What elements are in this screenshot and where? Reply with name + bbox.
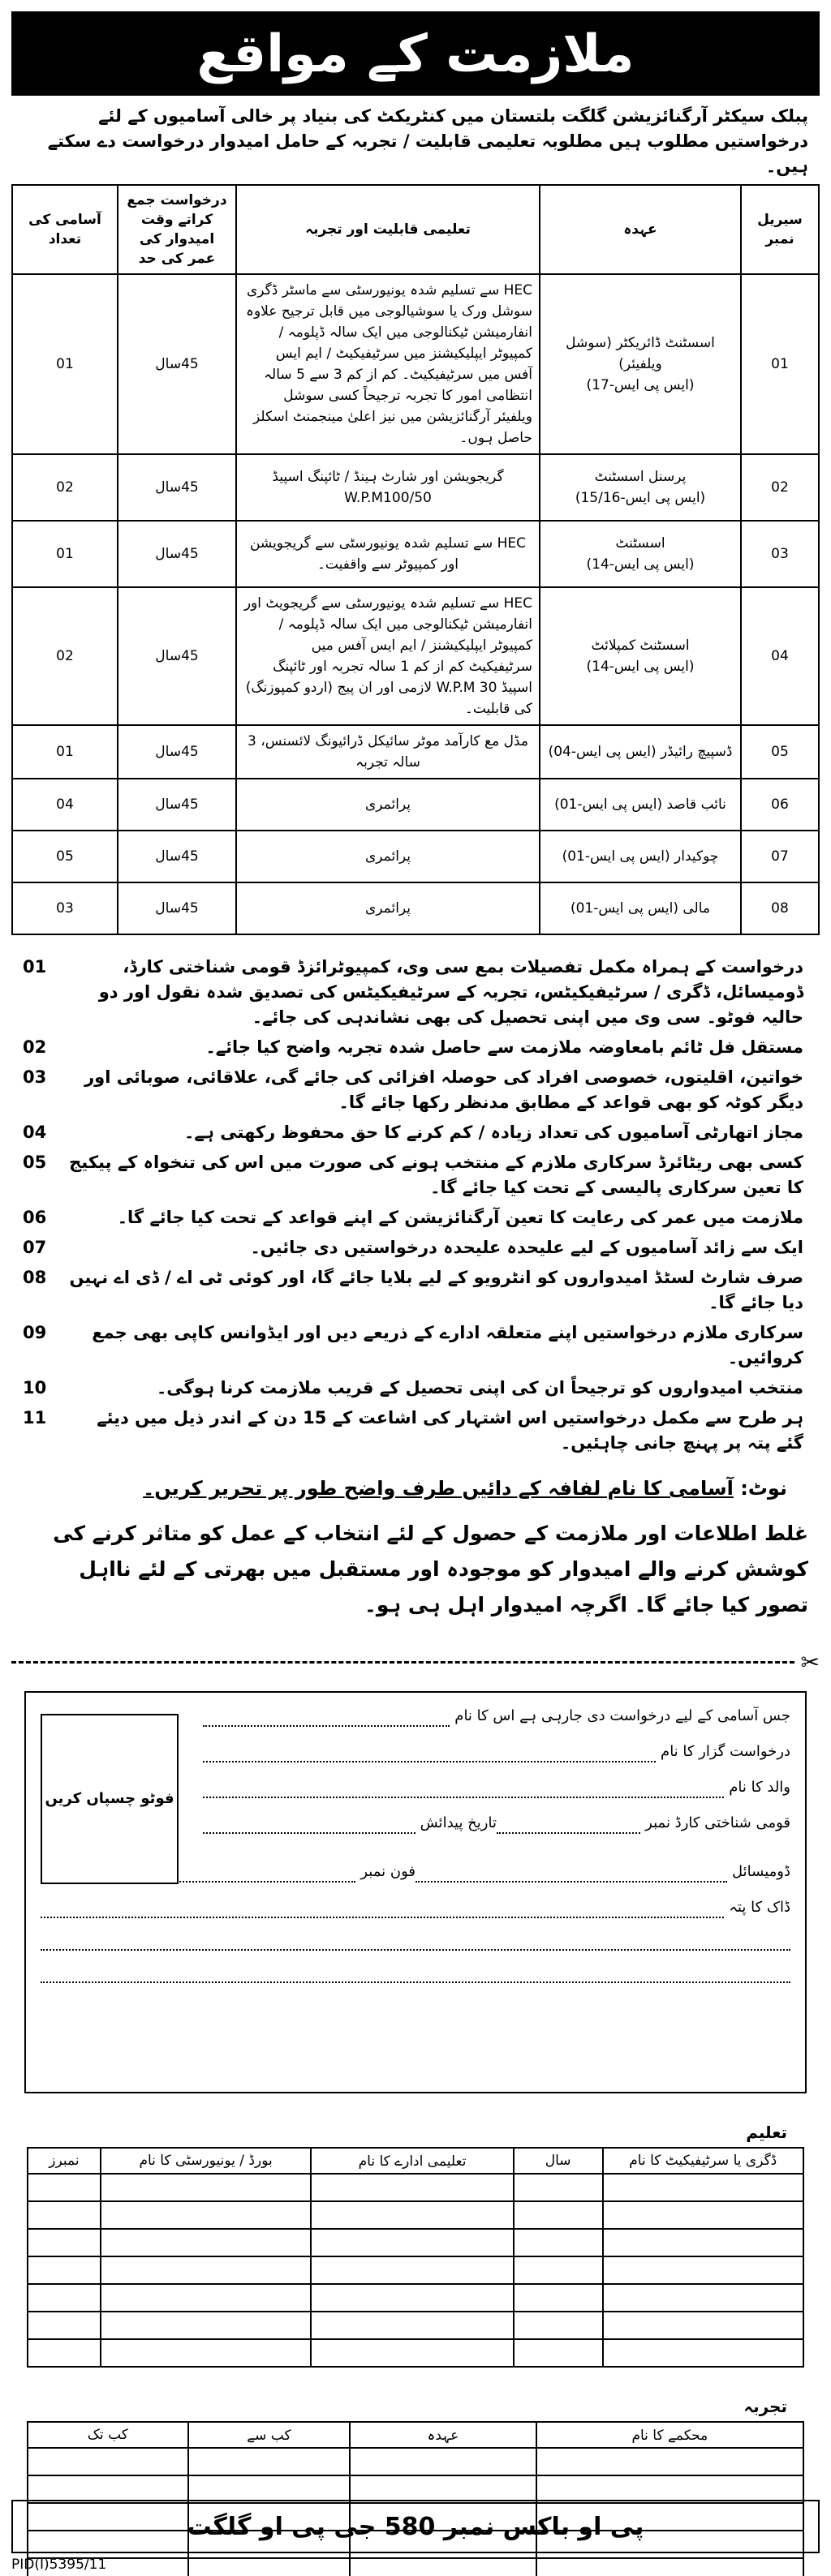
post-row (12, 587, 819, 725)
post-title: پرسنل اسسٹنٹ (594, 469, 687, 485)
note-item (23, 1235, 808, 1260)
note-item (23, 1376, 808, 1401)
field-domicile[interactable] (416, 1865, 727, 1883)
experience-cell[interactable] (188, 2558, 351, 2576)
education-cell[interactable] (514, 2201, 603, 2229)
post-cell (540, 831, 741, 882)
post-scale: (ایس پی ایس-17) (586, 377, 695, 393)
note-item (23, 955, 808, 1030)
post-row (12, 274, 819, 454)
post-cell (540, 454, 741, 521)
header-post: عہدہ (540, 185, 741, 274)
note-item (23, 1150, 808, 1200)
field-dob[interactable] (203, 1816, 416, 1834)
post-serial: 02 (741, 454, 819, 521)
post-age-limit: 45سال (118, 779, 236, 831)
post-serial: 08 (741, 882, 819, 934)
education-title: تعلیم (746, 2123, 787, 2142)
experience-cell[interactable] (188, 2448, 351, 2475)
experience-title: تجربہ (743, 2397, 787, 2416)
education-cell[interactable] (28, 2312, 101, 2339)
post-qualification: پرائمری (236, 882, 540, 934)
education-cell[interactable] (101, 2284, 311, 2312)
post-cell (540, 725, 741, 779)
note-text: درخواست کے ہمراہ مکمل تفصیلات بمع سی وی، کمپیوٹرائزڈ قومی شناختی کارڈ، ڈومیسائل، ڈگری / سرٹیفیکیٹس، تجربہ کے سرٹیفیکیٹس کی تصدیق شدہ نقول اور دو حالیہ فوٹو۔ سی وی میں اپنی تحصیل کی بھی نشاندہی کی جائے۔ (98, 957, 803, 1027)
table-row (28, 2339, 803, 2367)
note-number: 02 (23, 1037, 47, 1057)
posts-table-body (12, 274, 819, 934)
experience-cell[interactable] (350, 2558, 536, 2576)
experience-cell[interactable] (28, 2448, 188, 2475)
post-qualification: HEC سے تسلیم شدہ یونیورسٹی سے گریجویشن اور کمپیوٹر سے واقفیت۔ (236, 521, 540, 587)
note-number: 05 (23, 1153, 47, 1172)
note-text: ہر طرح سے مکمل درخواستیں اس اشتہار کی اشاعت کے 15 دن کے اندر ذیل میں دیئے گئے پتہ پر پہنچ جانی چاہئیں۔ (97, 1408, 803, 1453)
post-cell (540, 779, 741, 831)
table-row (28, 2475, 803, 2503)
notice-prefix: نوٹ: (733, 1477, 787, 1500)
experience-cell[interactable] (536, 2475, 803, 2503)
label-dob: تاریخ پیدائش (420, 1814, 497, 1831)
intro-text: پبلک سیکٹر آرگنائزیشن گلگت بلتستان میں کنٹریکٹ کی بنیاد پر خالی آسامیوں کے لئے درخواستیں مطلوب ہیں مطلوبہ تعلیمی قابلیت / تجربہ کے حامل امیدوار درخواست دے سکتے ہیں۔ (47, 106, 808, 176)
education-cell[interactable] (101, 2256, 311, 2284)
footer-address-text: پی او باکس نمبر 580 جی پی او گلگت (187, 2512, 644, 2541)
education-cell[interactable] (311, 2201, 513, 2229)
post-qualification: گریجویشن اور شارٹ ہینڈ / ٹائپنگ اسپیڈ W.P.M100/50 (236, 454, 540, 521)
note-text: مستقل فل ٹائم بامعاوضہ ملازمت سے حاصل شدہ تجربہ واضح کیا جائے۔ (205, 1037, 803, 1057)
education-cell[interactable] (28, 2339, 101, 2367)
note-text: سرکاری ملازم درخواستیں اپنے متعلقہ ادارے کے ذریعے دیں اور ایڈوانس کاپی بھی جمع کروائیں۔ (92, 1323, 803, 1367)
note-number: 06 (23, 1208, 47, 1227)
photo-box (41, 1714, 179, 1884)
application-form (24, 1691, 807, 2093)
label-father-name: والد کا نام (729, 1779, 790, 1796)
post-age-limit: 45سال (118, 521, 236, 587)
note-item (23, 1035, 808, 1060)
post-serial: 06 (741, 779, 819, 831)
education-cell[interactable] (603, 2312, 804, 2339)
warning-text: غلط اطلاعات اور ملازمت کے حصول کے لئے انتخاب کے عمل کو متاثر کرنے کی کوشش کرنے والے امیدوار کو موجودہ اور مستقبل میں بھرتی کے لئے نااہل تصور کیا جائے گا۔ اگرچہ امیدوار اہل ہی ہو۔ (53, 1522, 808, 1616)
education-cell[interactable] (28, 2201, 101, 2229)
post-vacancy-count: 01 (12, 725, 118, 779)
experience-cell[interactable] (350, 2448, 536, 2475)
education-cell[interactable] (514, 2229, 603, 2256)
education-cell[interactable] (101, 2312, 311, 2339)
table-row (28, 2558, 803, 2576)
post-title: اسسٹنٹ کمپلائٹ (591, 638, 690, 654)
label-phone: فون نمبر (360, 1863, 416, 1880)
education-column-header: بورڈ / یونیورسٹی کا نام (101, 2148, 311, 2174)
post-row (12, 521, 819, 587)
post-age-limit: 45سال (118, 274, 236, 454)
note-text: ایک سے زائد آسامیوں کے لیے علیحدہ علیحدہ درخواستیں دی جائیں۔ (250, 1238, 803, 1257)
post-vacancy-count: 01 (12, 274, 118, 454)
header-qualification: تعلیمی قابلیت اور تجربہ (236, 185, 540, 274)
post-age-limit: 45سال (118, 831, 236, 882)
form-row-cnic (203, 1813, 790, 1834)
experience-cell[interactable] (536, 2448, 803, 2475)
posts-table-header (12, 185, 819, 274)
envelope-notice (11, 1461, 820, 1509)
scissors-icon: ✂ (800, 1648, 820, 1676)
post-title: اسسٹنٹ ڈائریکٹر (سوشل ویلفیئر) (566, 335, 715, 372)
post-row (12, 454, 819, 521)
education-column-header: نمبرز (28, 2148, 101, 2174)
post-serial: 03 (741, 521, 819, 587)
experience-column-header: عہدہ (350, 2422, 536, 2448)
note-item (23, 1406, 808, 1456)
post-vacancy-count: 01 (12, 521, 118, 587)
education-header (28, 2148, 803, 2174)
education-cell[interactable] (101, 2339, 311, 2367)
education-cell[interactable] (311, 2284, 513, 2312)
note-number: 01 (23, 957, 47, 977)
education-cell[interactable] (603, 2201, 804, 2229)
experience-column-header: کب تک (28, 2422, 188, 2448)
form-row-address-2 (41, 1933, 790, 1951)
education-table (27, 2147, 804, 2368)
education-cell[interactable] (311, 2339, 513, 2367)
experience-column-header: محکمے کا نام (536, 2422, 803, 2448)
post-serial: 04 (741, 587, 819, 725)
education-cell[interactable] (514, 2256, 603, 2284)
education-cell[interactable] (514, 2284, 603, 2312)
post-age-limit: 45سال (118, 882, 236, 934)
table-row (28, 2174, 803, 2201)
post-title: اسسٹنٹ (615, 535, 665, 552)
note-number: 03 (23, 1067, 47, 1087)
post-cell (540, 521, 741, 587)
education-column-header: تعلیمی ادارے کا نام (311, 2148, 513, 2174)
post-vacancy-count: 02 (12, 587, 118, 725)
header-age: درخواست جمع کراتے وقت امیدوار کی عمر کی حد (118, 185, 236, 274)
post-row (12, 779, 819, 831)
post-title: چوکیدار (ایس پی ایس-01) (562, 848, 719, 865)
label-cnic: قومی شناختی کارڈ نمبر (645, 1814, 790, 1831)
post-vacancy-count: 05 (12, 831, 118, 882)
note-text: خواتین، اقلیتوں، خصوصی افراد کی حوصلہ افزائی کی جائے گی، علاقائی، صوبائی اور دیگر کوٹہ کو بھی قواعد کے مطابق مدنظر رکھا جائے گا۔ (84, 1067, 803, 1112)
field-cnic[interactable] (497, 1816, 640, 1834)
table-row (28, 2201, 803, 2229)
education-cell[interactable] (603, 2256, 804, 2284)
field-applicant-name[interactable] (203, 1745, 656, 1762)
note-number: 10 (23, 1378, 47, 1397)
cut-line (11, 1647, 820, 1677)
form-row-address-3 (41, 1965, 790, 1983)
note-text: ملازمت میں عمر کی رعایت کا تعین آرگنائزیشن کے اپنے قواعد کے تحت کیا جائے گا۔ (117, 1208, 803, 1227)
field-address[interactable] (41, 1900, 724, 1918)
experience-cell[interactable] (536, 2558, 803, 2576)
post-scale: (ایس پی ایس-14) (586, 659, 695, 675)
note-text: مجاز اتھارٹی آسامیوں کی تعداد زیادہ / کم کرنے کا حق محفوظ رکھتی ہے۔ (184, 1123, 803, 1142)
experience-header (28, 2422, 803, 2448)
note-number: 11 (23, 1408, 47, 1428)
experience-cell[interactable] (188, 2475, 351, 2503)
post-age-limit: 45سال (118, 587, 236, 725)
post-qualification: HEC سے تسلیم شدہ یونیورسٹی سے ماسٹر ڈگری سوشل ورک یا سوشیالوجی میں قابل ترجیح علاوہ انفارمیشن ٹیکنالوجی میں ایک سالہ ڈپلومہ / کمپیوٹر ایپلیکیشنز میں سرٹیفیکیٹ / ایم ایس آفس میں سرٹیفیکیٹ۔ کم از کم 3 سے 5 سالہ انتظامی امور کا تجربہ ترجیحاً کسی سوشل ویلفیئر آرگنائزیشن میں نیز اعلیٰ مینجمنٹ اسکلز حاصل ہوں۔ (236, 274, 540, 454)
note-number: 07 (23, 1238, 47, 1257)
education-cell[interactable] (101, 2174, 311, 2201)
note-number: 09 (23, 1323, 47, 1342)
post-vacancy-count: 03 (12, 882, 118, 934)
header-count: آسامی کی تعداد (12, 185, 118, 274)
education-cell[interactable] (311, 2229, 513, 2256)
post-vacancy-count: 02 (12, 454, 118, 521)
post-serial: 05 (741, 725, 819, 779)
field-address-line-3[interactable] (41, 1965, 790, 1983)
education-body (28, 2174, 803, 2367)
education-cell[interactable] (603, 2229, 804, 2256)
experience-cell[interactable] (350, 2475, 536, 2503)
education-cell[interactable] (28, 2284, 101, 2312)
post-qualification: مڈل مع کارآمد موٹر سائیکل ڈرائیونگ لائسنس، 3 سالہ تجربہ (236, 725, 540, 779)
form-row-post (203, 1706, 790, 1727)
post-vacancy-count: 04 (12, 779, 118, 831)
label-address: ڈاک کا پتہ (729, 1899, 790, 1916)
field-post-applied[interactable] (203, 1709, 450, 1727)
note-text: صرف شارٹ لسٹڈ امیدواروں کو انٹرویو کے لیے بلایا جائے گا، اور کوئی ٹی اے / ڈی اے نہیں دیا جائے گا۔ (69, 1268, 803, 1312)
field-address-line-2[interactable] (41, 1933, 790, 1951)
notes-list (11, 935, 820, 1456)
label-post-applied: جس آسامی کے لیے درخواست دی جارہی ہے اس کا نام (454, 1707, 790, 1724)
post-row (12, 725, 819, 779)
photo-label: فوٹو چسپاں کریں (45, 1790, 174, 1807)
post-row (12, 831, 819, 882)
note-number: 08 (23, 1268, 47, 1287)
form-row-name (203, 1741, 790, 1762)
education-cell[interactable] (311, 2312, 513, 2339)
pid-number: PID(I)5395/11 (11, 2557, 107, 2573)
post-qualification: HEC سے تسلیم شدہ یونیورسٹی سے گریجویٹ اور انفارمیشن ٹیکنالوجی میں ایک سالہ ڈپلومہ / کمپیوٹر ایپلیکیشنز / ایم ایس آفس میں سرٹیفیکیٹ کم از کم 1 سالہ تجربہ اور ٹائپنگ اسپیڈ 30 W.P.M لازمی اور ان پیج (اردو کمپوزنگ) کی قابلیت۔ (236, 587, 540, 725)
education-cell[interactable] (603, 2339, 804, 2367)
form-row-address (41, 1897, 790, 1918)
label-domicile: ڈومیسائل (732, 1863, 790, 1880)
note-text: منتخب امیدواروں کو ترجیحاً ان کی اپنی تحصیل کے قریب ملازمت کرنا ہوگی۔ (156, 1378, 803, 1397)
education-cell[interactable] (514, 2312, 603, 2339)
note-item (23, 1120, 808, 1145)
notice-text: آسامی کا نام لفافہ کے دائیں طرف واضح طور پر تحریر کریں۔ (143, 1477, 734, 1500)
education-cell[interactable] (514, 2339, 603, 2367)
post-scale: (ایس پی ایس-15/16) (575, 490, 706, 506)
form-row-father (203, 1777, 790, 1798)
post-qualification: پرائمری (236, 831, 540, 882)
posts-table (11, 184, 820, 935)
note-item (23, 1205, 808, 1230)
post-serial: 07 (741, 831, 819, 882)
footer-address (11, 2500, 820, 2553)
banner-title: ملازمت کے مواقع (196, 24, 635, 84)
experience-cell[interactable] (28, 2475, 188, 2503)
education-column-header: سال (514, 2148, 603, 2174)
note-text: کسی بھی ریٹائرڈ سرکاری ملازم کے منتخب ہونے کی صورت میں اس کی تنخواہ کے پیکیج کا تعین سرکاری پالیسی کے تحت کیا جائے گا۔ (69, 1153, 803, 1197)
post-qualification: پرائمری (236, 779, 540, 831)
table-row (28, 2312, 803, 2339)
education-cell[interactable] (603, 2174, 804, 2201)
education-cell[interactable] (311, 2256, 513, 2284)
note-item (23, 1265, 808, 1316)
post-row (12, 882, 819, 934)
table-row (28, 2448, 803, 2475)
education-cell[interactable] (101, 2229, 311, 2256)
table-row (28, 2256, 803, 2284)
label-applicant-name: درخواست گزار کا نام (661, 1743, 790, 1760)
note-item (23, 1320, 808, 1371)
post-serial: 01 (741, 274, 819, 454)
education-cell[interactable] (28, 2174, 101, 2201)
note-number: 04 (23, 1123, 47, 1142)
education-cell[interactable] (28, 2256, 101, 2284)
experience-column-header: کب سے (188, 2422, 351, 2448)
field-father-name[interactable] (203, 1780, 724, 1798)
post-cell (540, 882, 741, 934)
post-scale: (ایس پی ایس-14) (586, 556, 695, 573)
note-item (23, 1065, 808, 1115)
education-cell[interactable] (101, 2201, 311, 2229)
post-age-limit: 45سال (118, 454, 236, 521)
banner (11, 11, 820, 96)
post-title: نائب قاصد (ایس پی ایس-01) (554, 796, 726, 813)
education-cell[interactable] (311, 2174, 513, 2201)
post-cell (540, 274, 741, 454)
post-age-limit: 45سال (118, 725, 236, 779)
post-cell (540, 587, 741, 725)
header-serial: سیریل نمبر (741, 185, 819, 274)
post-title: ڈسپیچ رائیڈر (ایس پی ایس-04) (548, 744, 733, 760)
education-cell[interactable] (603, 2284, 804, 2312)
education-cell[interactable] (28, 2229, 101, 2256)
education-cell[interactable] (514, 2174, 603, 2201)
table-row (28, 2229, 803, 2256)
education-column-header: ڈگری یا سرٹیفیکیٹ کا نام (603, 2148, 804, 2174)
table-row (28, 2284, 803, 2312)
dashed-line (11, 1661, 794, 1664)
post-title: مالی (ایس پی ایس-01) (570, 900, 711, 917)
